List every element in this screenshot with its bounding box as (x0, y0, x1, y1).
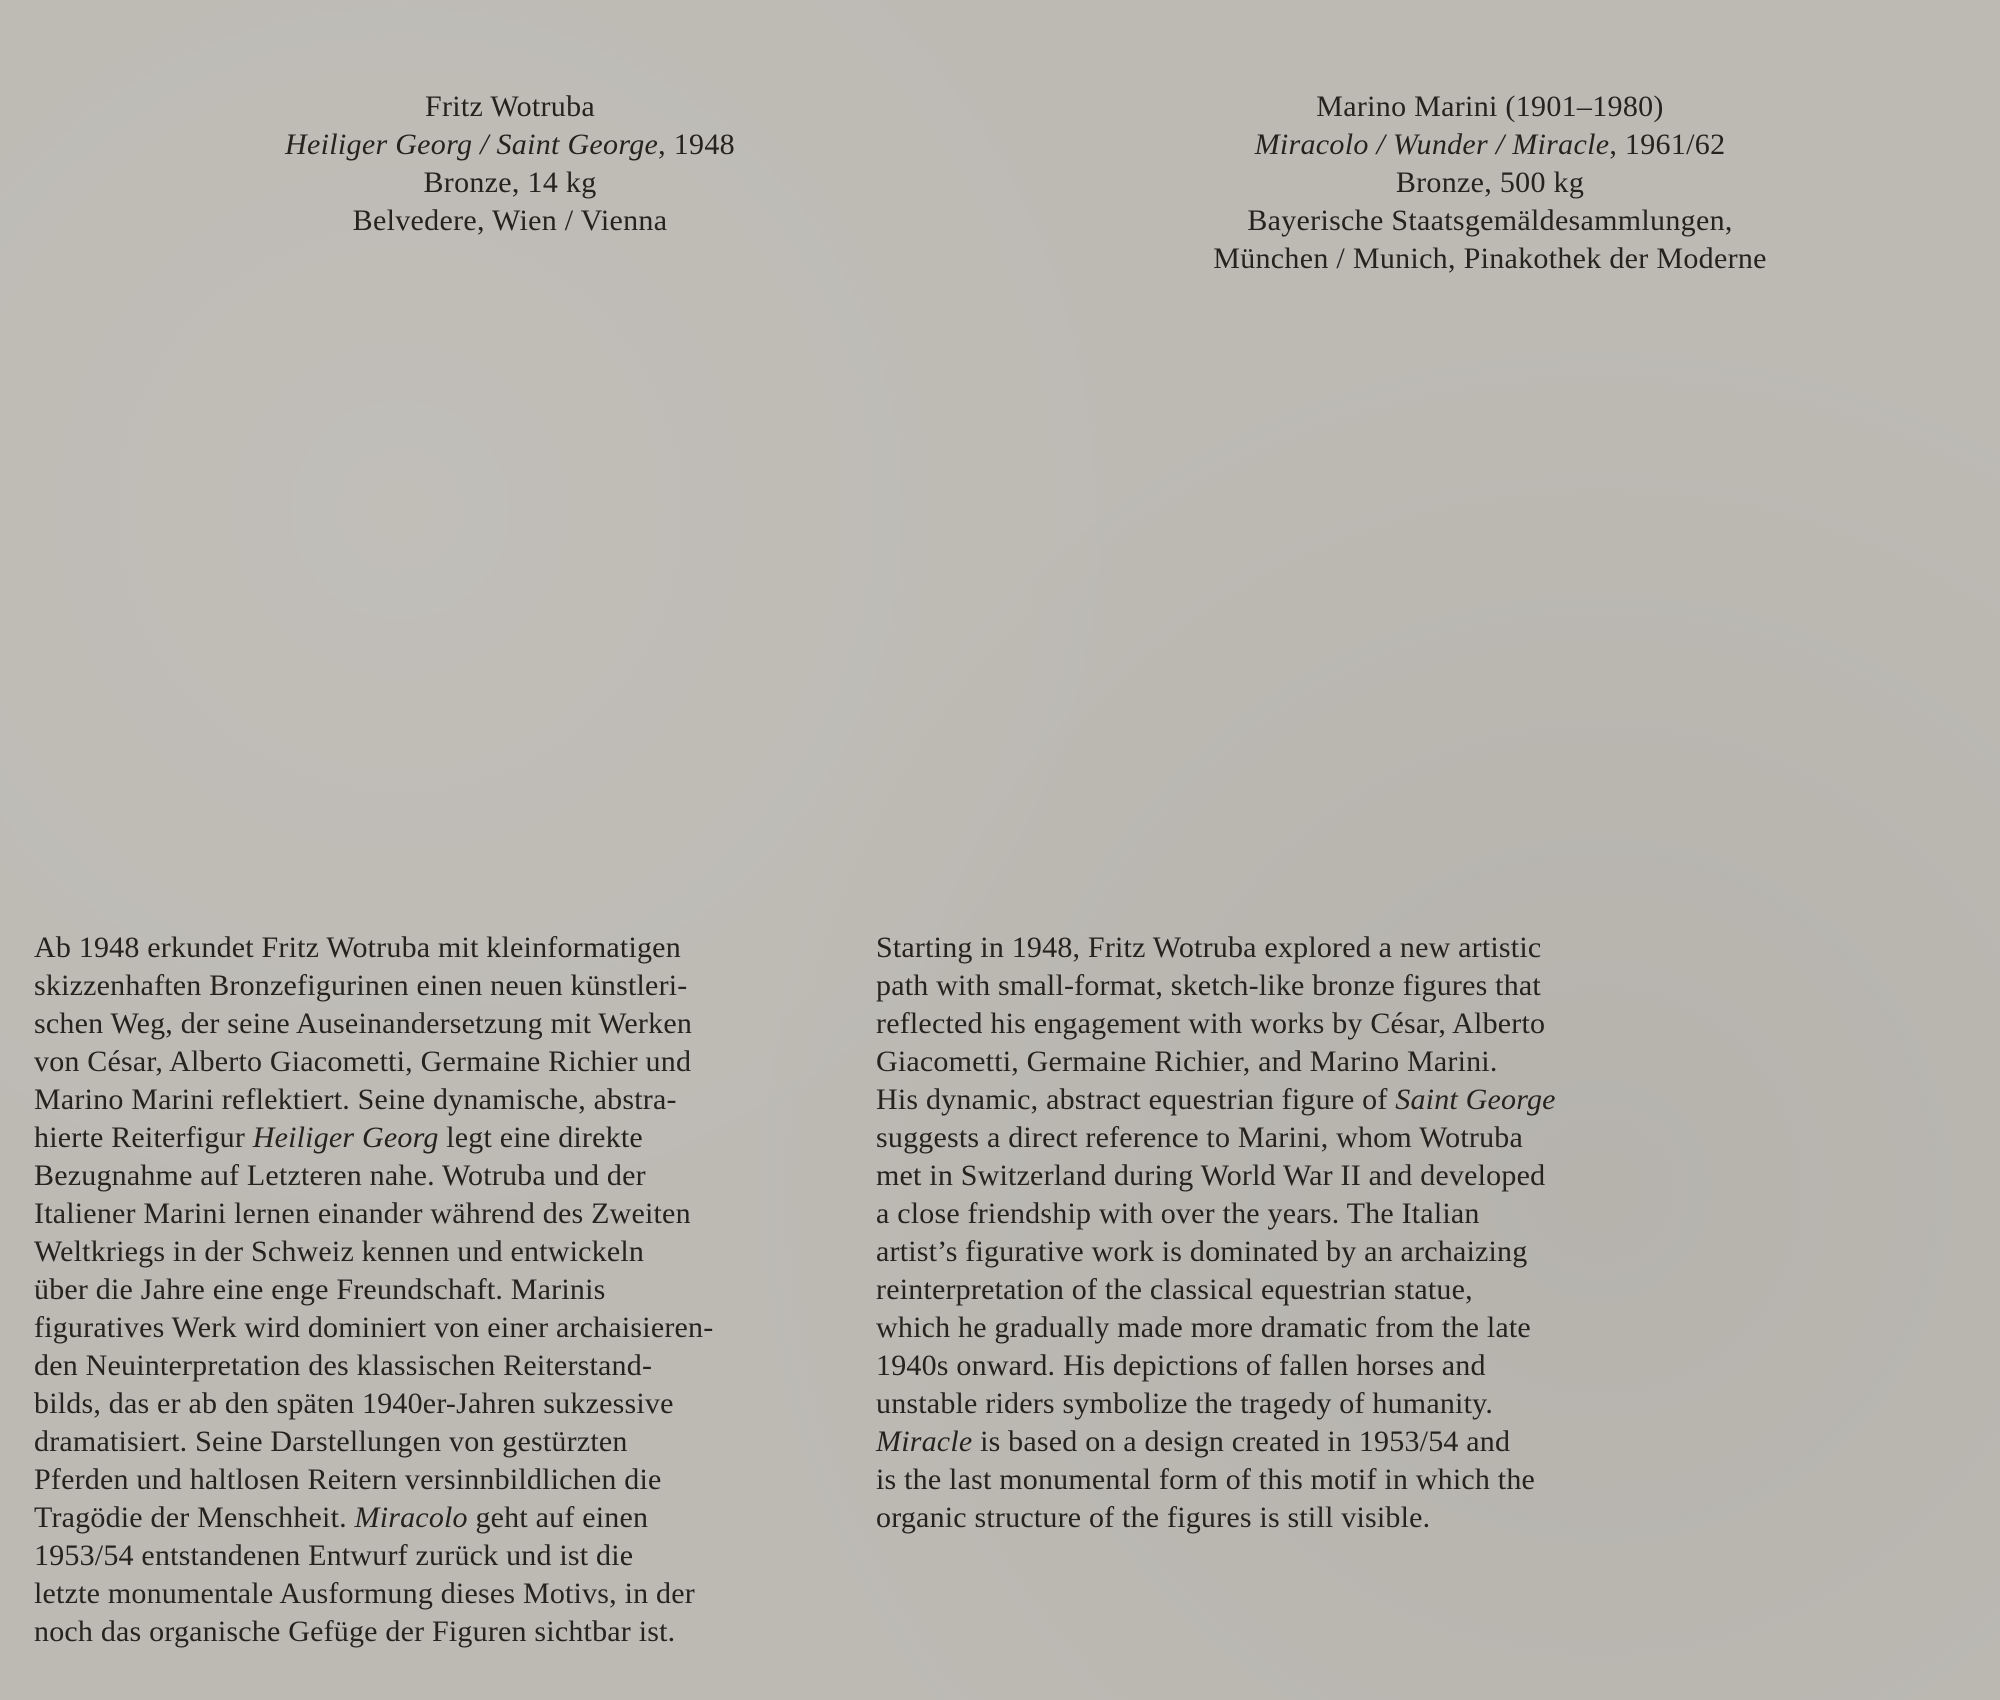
artwork-title-line (1110, 126, 1870, 164)
text-line: is the last monumental form of this motif in which the (876, 1463, 1536, 1496)
italic-title: Heiliger Georg (252, 1121, 439, 1154)
text-line: bilds, das er ab den späten 1940er-Jahren sukzessive (34, 1387, 674, 1420)
text-line: met in Switzerland during World War II and developed (876, 1159, 1546, 1192)
text-line (876, 1423, 1716, 1461)
italic-title: Saint George (1395, 1083, 1556, 1116)
text-segment: geht auf einen (467, 1501, 649, 1534)
text-line: a close friendship with over the years. The Italian (876, 1197, 1480, 1230)
text-line: Italiener Marini lernen einander während des Zweiten (34, 1197, 691, 1230)
text-line: letzte monumentale Ausformung dieses Motivs, in der (34, 1577, 695, 1610)
text-line: den Neuinterpretation des klassischen Reiterstand- (34, 1349, 653, 1382)
artwork-title-line (230, 126, 790, 164)
artwork-title: Heiliger Georg / Saint George (285, 128, 659, 161)
text-line: 1940s onward. His depictions of fallen horses and (876, 1349, 1486, 1382)
artist-name: Fritz Wotruba (424, 90, 596, 123)
artwork-collection-2: München / Munich, Pinakothek der Moderne (1213, 242, 1767, 275)
text-line: reinterpretation of the classical equestrian statue, (876, 1273, 1473, 1306)
artwork-collection-1: Bayerische Staatsgemäldesammlungen, (1247, 204, 1733, 237)
text-segment: legt eine direkte (438, 1121, 643, 1154)
text-segment: His dynamic, abstract equestrian figure of (876, 1083, 1396, 1116)
text-line: Giacometti, Germaine Richier, and Marino Marini. (876, 1045, 1498, 1078)
text-line: von César, Alberto Giacometti, Germaine Richier und (34, 1045, 692, 1078)
artwork-material: Bronze, 14 kg (423, 166, 597, 199)
text-line (34, 1499, 874, 1537)
text-line (34, 1119, 874, 1157)
artwork-collection: Belvedere, Wien / Vienna (352, 204, 668, 237)
text-line: Weltkriegs in der Schweiz kennen und entwickeln (34, 1235, 645, 1268)
text-segment: Tragödie der Menschheit. (34, 1501, 355, 1534)
artwork-material: Bronze, 500 kg (1395, 166, 1585, 199)
text-line: Marino Marini reflektiert. Seine dynamische, abstra- (34, 1083, 677, 1116)
text-line: über die Jahre eine enge Freundschaft. Marinis (34, 1273, 606, 1306)
text-line: reflected his engagement with works by César, Alberto (876, 1007, 1546, 1040)
text-line: dramatisiert. Seine Darstellungen von gestürzten (34, 1425, 628, 1458)
text-line: schen Weg, der seine Auseinandersetzung mit Werken (34, 1007, 693, 1040)
text-line: Bezugnahme auf Letzteren nahe. Wotruba und der (34, 1159, 646, 1192)
artwork-year: , 1948 (658, 128, 735, 161)
text-line: 1953/54 entstandenen Entwurf zurück und ist die (34, 1539, 634, 1572)
text-line: noch das organische Gefüge der Figuren sichtbar ist. (34, 1615, 676, 1648)
text-line: figuratives Werk wird dominiert von einer archaisieren- (34, 1311, 714, 1344)
text-line: Starting in 1948, Fritz Wotruba explored a new artistic (876, 931, 1542, 964)
english-description (876, 929, 1716, 1537)
text-line: organic structure of the figures is still visible. (876, 1501, 1431, 1534)
text-line: which he gradually made more dramatic from the late (876, 1311, 1531, 1344)
artwork-title: Miracolo / Wunder / Miracle (1254, 128, 1610, 161)
text-line: suggests a direct reference to Marini, whom Wotruba (876, 1121, 1524, 1154)
caption-marini (1110, 88, 1870, 278)
text-line: Pferden und haltlosen Reitern versinnbildlichen die (34, 1463, 662, 1496)
artwork-year: , 1961/62 (1609, 128, 1726, 161)
german-description (34, 929, 874, 1651)
text-line: path with small-format, sketch-like bronze figures that (876, 969, 1541, 1002)
text-line: Ab 1948 erkundet Fritz Wotruba mit kleinformatigen (34, 931, 681, 964)
text-line: artist’s figurative work is dominated by an archaizing (876, 1235, 1528, 1268)
italic-title: Miracolo (354, 1501, 468, 1534)
text-segment: hierte Reiterfigur (34, 1121, 253, 1154)
italic-title: Miracle (876, 1425, 973, 1458)
caption-wotruba (230, 88, 790, 240)
artist-name: Marino Marini (1901–1980) (1316, 90, 1664, 123)
text-line (876, 1081, 1716, 1119)
text-line: skizzenhaften Bronzefigurinen einen neuen künstleri- (34, 969, 688, 1002)
text-line: unstable riders symbolize the tragedy of humanity. (876, 1387, 1494, 1420)
text-segment: is based on a design created in 1953/54 and (972, 1425, 1511, 1458)
